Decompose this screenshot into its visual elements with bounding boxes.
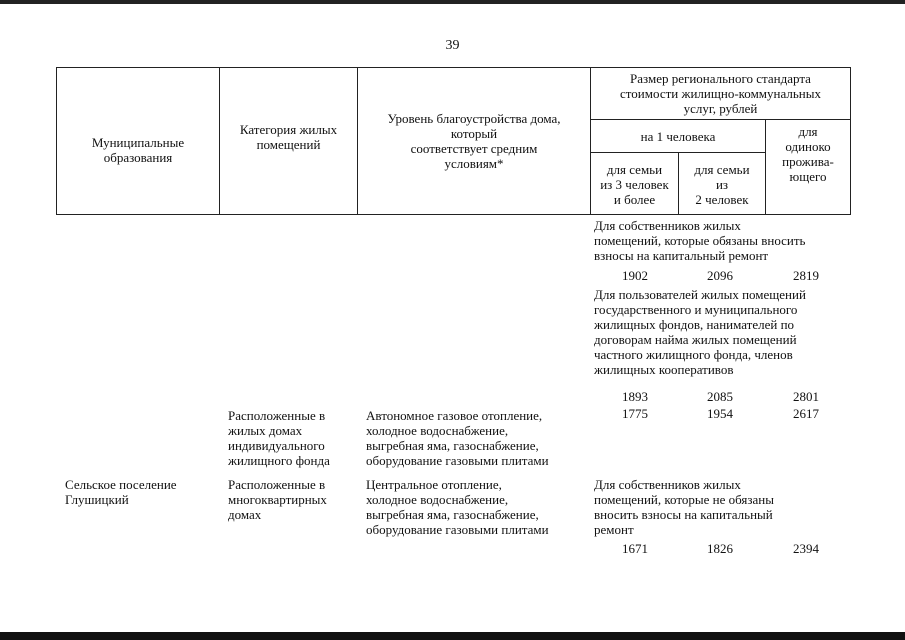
- users-family2: 2085: [707, 389, 733, 404]
- users-single: 2801: [793, 389, 819, 404]
- table-top-line: [56, 67, 851, 68]
- header-municipality: Муниципальные образования: [91, 135, 185, 165]
- users-family3: 1893: [622, 389, 648, 404]
- owners-pay-family2: 2096: [707, 268, 733, 283]
- bottom-border: [0, 632, 905, 640]
- users-label: Для пользователей жилых помещений государственного и муниципального жилищных фондов, нанимателей по договорам найма жилых помещений частного жилищного фонда, членов жилищных кооперативов: [594, 287, 806, 377]
- row2-category: Расположенные в многоквартирных домах: [228, 477, 327, 522]
- header-family-2: для семьи из 2 человек: [694, 162, 750, 207]
- top-border: [0, 0, 905, 4]
- row1-level: Автономное газовое отопление, холодное водоснабжение, выгребная яма, газоснабжение, оборудование газовыми плитами: [366, 408, 549, 468]
- owners-pay-family3: 1902: [622, 268, 648, 283]
- header-single: для одиноко прожива- ющего: [782, 124, 834, 184]
- owners-nopay-single: 2394: [793, 541, 819, 556]
- row1-single: 2617: [793, 406, 819, 421]
- header-level: Уровень благоустройства дома, который соответствует средним условиям*: [387, 111, 561, 171]
- owners-pay-single: 2819: [793, 268, 819, 283]
- header-category: Категория жилых помещений: [239, 122, 338, 152]
- owners-pay-label: Для собственников жилых помещений, которые обязаны вносить взносы на капитальный ремонт: [594, 218, 806, 263]
- municipality-name: Сельское поселение Глушицкий: [65, 477, 177, 507]
- header-mid-line: [590, 119, 851, 120]
- owners-nopay-family2: 1826: [707, 541, 733, 556]
- owners-nopay-family3: 1671: [622, 541, 648, 556]
- row1-family3: 1775: [622, 406, 648, 421]
- header-bottom-line: [56, 214, 851, 215]
- row1-family2: 1954: [707, 406, 733, 421]
- header-family-3: для семьи из 3 человек и более: [600, 162, 669, 207]
- row2-level: Центральное отопление, холодное водоснабжение, выгребная яма, газоснабжение, оборудование газовыми плитами: [366, 477, 549, 537]
- header-per-person: на 1 человека: [640, 129, 716, 144]
- grid-v7: [850, 67, 851, 215]
- page-number: 39: [445, 38, 460, 53]
- owners-nopay-label: Для собственников жилых помещений, которые не обязаны вносить взносы на капитальный ремонт: [594, 477, 774, 537]
- header-standard-size: Размер регионального стандарта стоимости жилищно-коммунальных услуг, рублей: [620, 71, 821, 116]
- row1-category: Расположенные в жилых домах индивидуального жилищного фонда: [228, 408, 330, 468]
